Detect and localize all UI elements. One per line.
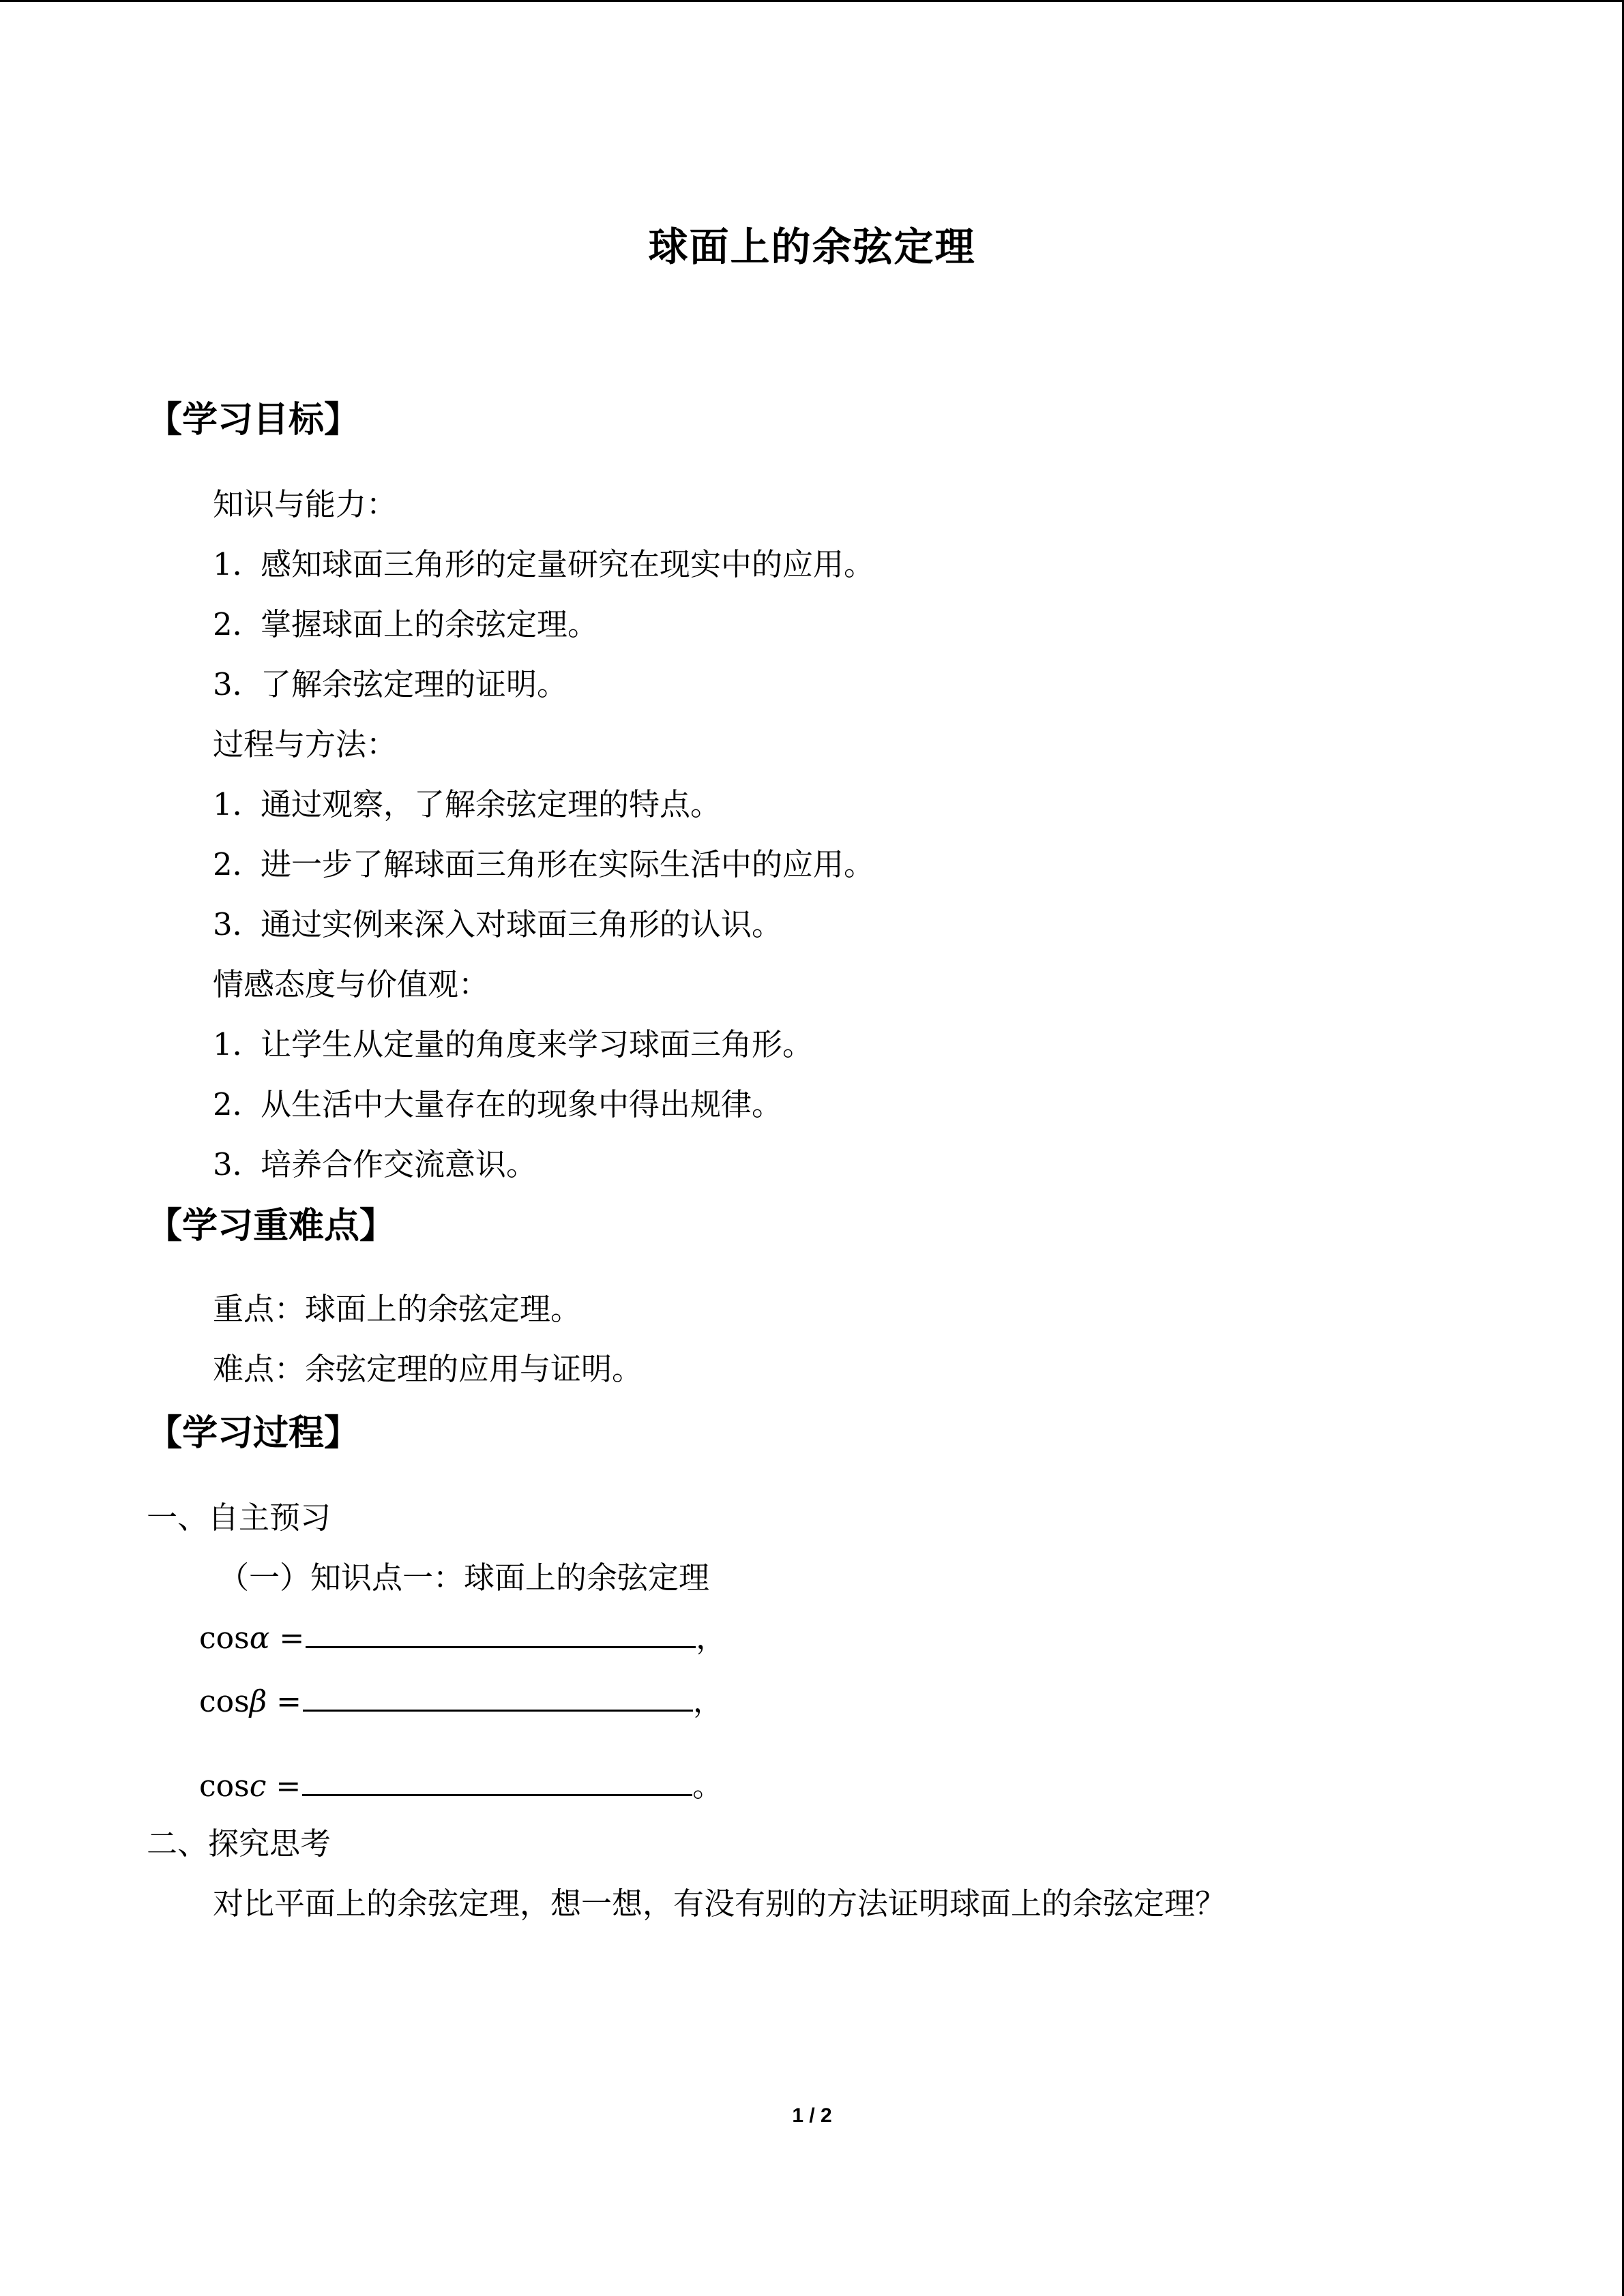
attitude-label: 情感态度与价值观：	[213, 966, 490, 1002]
list-item: 2．进一步了解球面三角形在实际生活中的应用。	[213, 846, 875, 882]
section-heading-goals: 【学习目标】	[147, 400, 360, 441]
page-number: 1 / 2	[792, 2104, 832, 2127]
fill-in-blank[interactable]	[303, 1681, 693, 1712]
list-item: 2．掌握球面上的余弦定理。	[213, 606, 599, 642]
section-heading-process: 【学习过程】	[147, 1413, 360, 1454]
fill-in-blank[interactable]	[302, 1765, 692, 1796]
key-point: 重点：球面上的余弦定理。	[213, 1291, 582, 1327]
list-item: 2．从生活中大量存在的现象中得出规律。	[213, 1086, 783, 1122]
list-item: 3．通过实例来深入对球面三角形的认识。	[213, 906, 783, 942]
explore-question: 对比平面上的余弦定理，想一想，有没有别的方法证明球面上的余弦定理？	[213, 1885, 1226, 1922]
section-heading-key-points: 【学习重难点】	[147, 1206, 396, 1247]
formula-cos-c: cosc = 。	[199, 1761, 722, 1805]
document-title: 球面上的余弦定理	[648, 224, 976, 270]
part-title-explore: 二、探究思考	[147, 1825, 331, 1862]
knowledge-point-title: （一）知识点一：球面上的余弦定理	[218, 1560, 710, 1596]
list-item: 3．培养合作交流意识。	[213, 1146, 537, 1182]
process-method-label: 过程与方法：	[213, 726, 398, 762]
formula-cos-beta: cosβ = ，	[199, 1677, 723, 1720]
formula-cos-alpha: cosα = ，	[199, 1613, 726, 1657]
list-item: 1．感知球面三角形的定量研究在现实中的应用。	[213, 546, 875, 582]
part-title-preview: 一、自主预习	[147, 1500, 331, 1536]
fill-in-blank[interactable]	[306, 1617, 696, 1648]
difficult-point: 难点：余弦定理的应用与证明。	[213, 1351, 643, 1387]
list-item: 1．通过观察，了解余弦定理的特点。	[213, 786, 722, 822]
knowledge-label: 知识与能力：	[213, 486, 398, 522]
list-item: 3．了解余弦定理的证明。	[213, 666, 568, 702]
list-item: 1．让学生从定量的角度来学习球面三角形。	[213, 1026, 814, 1062]
